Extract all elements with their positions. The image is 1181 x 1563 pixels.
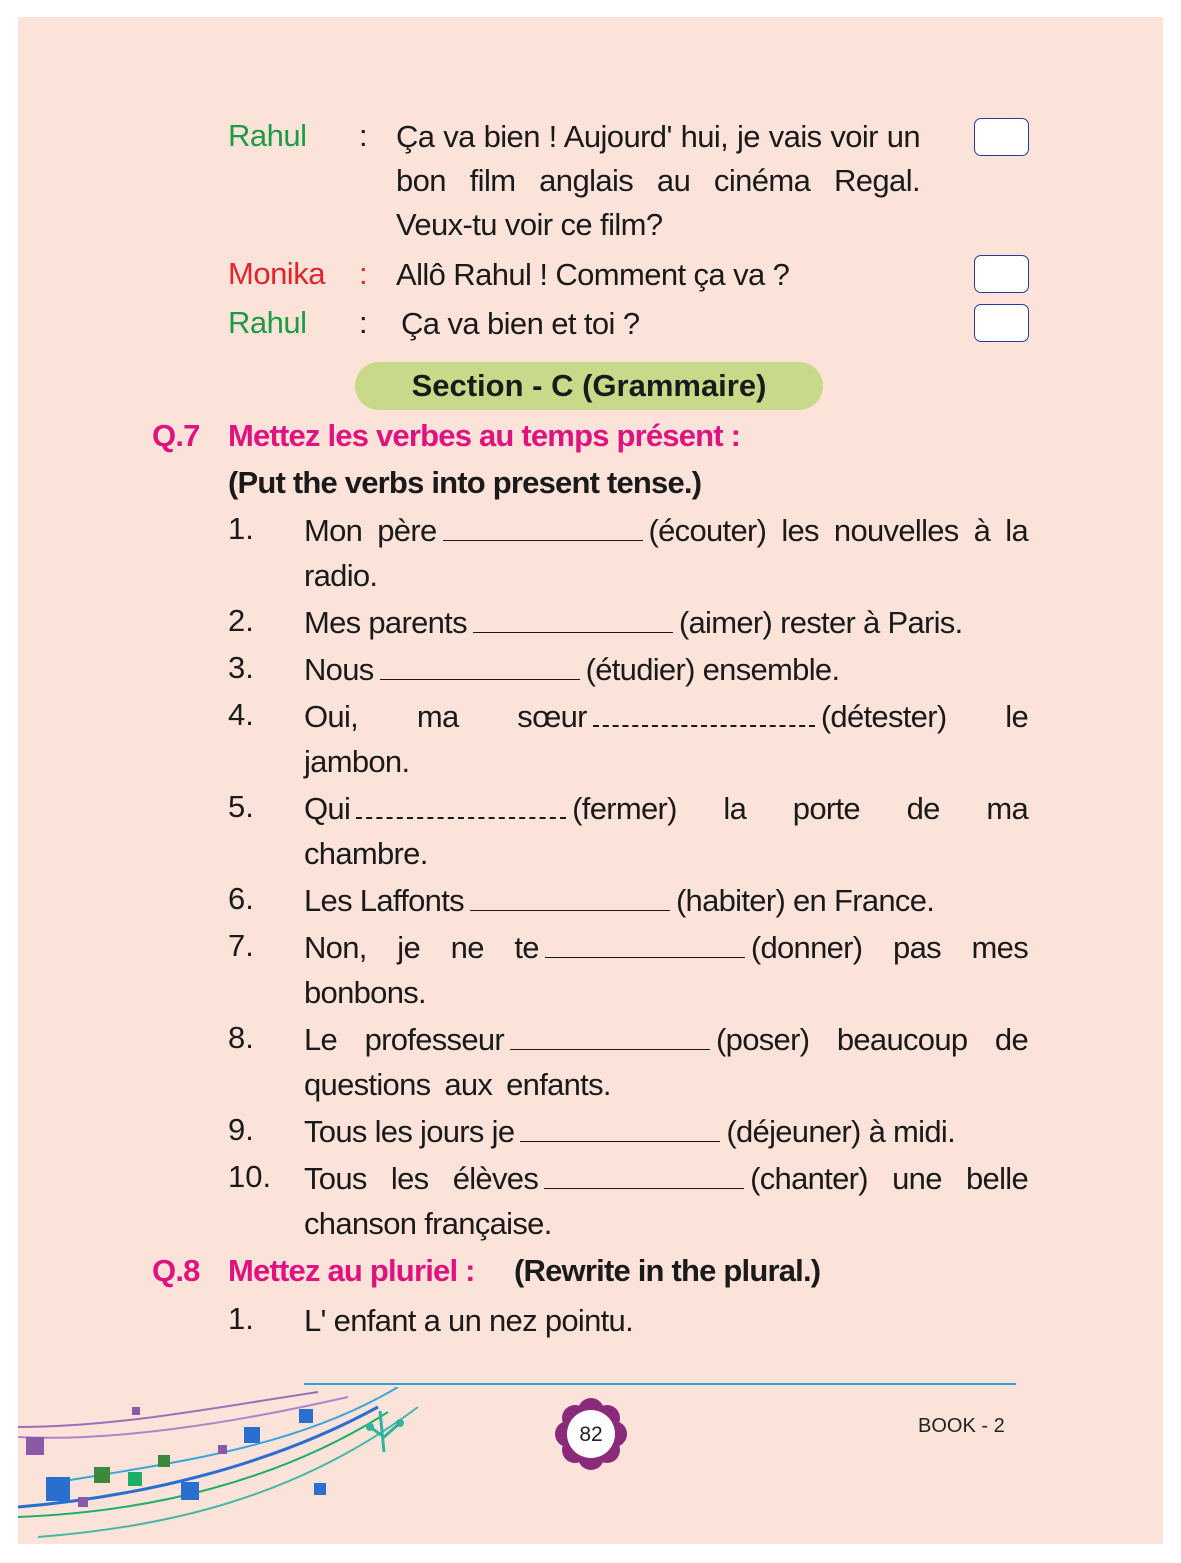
book-label: BOOK - 2	[918, 1415, 1005, 1437]
speaker-monika: Monika	[228, 256, 325, 291]
page-number-badge	[554, 1397, 628, 1471]
dialogue-line: Ça va bien ! Aujourd' hui, je vais voir un bon film anglais au cinéma Regal. Veux-tu voir ce film?	[396, 119, 920, 242]
item-number: 1.	[228, 1301, 254, 1336]
item-text-before: Non, je ne te	[304, 930, 539, 965]
answer-blank[interactable]	[510, 1023, 710, 1050]
exercise-item	[304, 1156, 1028, 1246]
item-text-after: (poser) beaucoup de questions aux enfants.	[304, 1022, 1028, 1102]
exercise-item	[304, 786, 1028, 876]
question-number: Q.8	[152, 1253, 200, 1288]
section-title: Section - C (Grammaire)	[355, 362, 823, 410]
exercise-item	[304, 878, 1028, 923]
item-number: 7.	[228, 928, 254, 963]
item-text-after: (déjeuner) à midi.	[726, 1114, 955, 1149]
answer-blank[interactable]	[544, 1162, 744, 1189]
item-text-after: (écouter) les nouvelles à la radio.	[304, 513, 1028, 593]
question-title: Mettez les verbes au temps présent :	[228, 418, 741, 453]
item-text-before: Tous les jours je	[304, 1114, 515, 1149]
question-subtitle: (Rewrite in the plural.)	[514, 1253, 821, 1288]
item-text-after: (étudier) ensemble.	[585, 652, 840, 687]
exercise-item	[304, 1109, 1028, 1154]
item-number: 10.	[228, 1159, 272, 1194]
exercise-item	[304, 508, 1028, 598]
item-number: 6.	[228, 881, 254, 916]
answer-blank[interactable]	[443, 514, 643, 541]
exercise-item	[304, 600, 1028, 645]
item-number: 5.	[228, 789, 254, 824]
item-text-before: Oui, ma sœur	[304, 699, 587, 734]
item-number: 3.	[228, 650, 254, 685]
answer-blank[interactable]	[593, 699, 815, 727]
order-box[interactable]	[974, 118, 1029, 156]
item-number: 8.	[228, 1020, 254, 1055]
item-number: 1.	[228, 511, 254, 546]
item-text-after: (chanter) une belle chanson française.	[304, 1161, 1028, 1241]
question-title: Mettez au pluriel :	[228, 1253, 475, 1288]
item-text-after: (donner) pas mes bonbons.	[304, 930, 1028, 1010]
colon: :	[359, 256, 368, 291]
question-subtitle: (Put the verbs into present tense.)	[228, 465, 702, 500]
colon: :	[359, 118, 368, 153]
answer-line[interactable]	[304, 1383, 1016, 1385]
dialogue-line: Allô Rahul ! Comment ça va ?	[396, 257, 790, 292]
dialogue-line: Ça va bien et toi ?	[401, 306, 640, 341]
item-text-before: Mes parents	[304, 605, 467, 640]
item-text-after: (aimer) rester à Paris.	[678, 605, 963, 640]
decorative-swoosh	[18, 1387, 438, 1544]
exercise-item	[304, 925, 1028, 1015]
item-number: 9.	[228, 1112, 254, 1147]
order-box[interactable]	[974, 304, 1029, 342]
answer-blank[interactable]	[380, 653, 580, 680]
answer-blank[interactable]	[473, 606, 673, 633]
item-text-before: Le professeur	[304, 1022, 505, 1057]
item-text-after: (détester) le jambon.	[304, 699, 1028, 779]
question-number: Q.7	[152, 418, 200, 453]
speaker-rahul: Rahul	[228, 118, 307, 153]
speaker-rahul: Rahul	[228, 305, 307, 340]
exercise-item: L' enfant a un nez pointu.	[304, 1303, 633, 1338]
item-text-before: Qui	[304, 791, 351, 826]
answer-blank[interactable]	[520, 1115, 720, 1142]
item-number: 4.	[228, 697, 254, 732]
exercise-item	[304, 694, 1028, 784]
exercise-item	[304, 1017, 1028, 1107]
answer-blank[interactable]	[470, 884, 670, 911]
worksheet-page	[18, 17, 1163, 1544]
colon: :	[359, 305, 368, 340]
item-text-after: (fermer) la porte de ma chambre.	[304, 791, 1028, 871]
page-number: 82	[579, 1423, 603, 1446]
item-text-before: Les Laffonts	[304, 883, 464, 918]
answer-blank[interactable]	[356, 791, 566, 819]
answer-blank[interactable]	[545, 931, 745, 958]
item-text-after: (habiter) en France.	[675, 883, 935, 918]
order-box[interactable]	[974, 255, 1029, 293]
item-text-before: Mon père	[304, 513, 437, 548]
item-text-before: Tous les élèves	[304, 1161, 539, 1196]
item-number: 2.	[228, 603, 254, 638]
exercise-item	[304, 647, 1028, 692]
item-text-before: Nous	[304, 652, 374, 687]
